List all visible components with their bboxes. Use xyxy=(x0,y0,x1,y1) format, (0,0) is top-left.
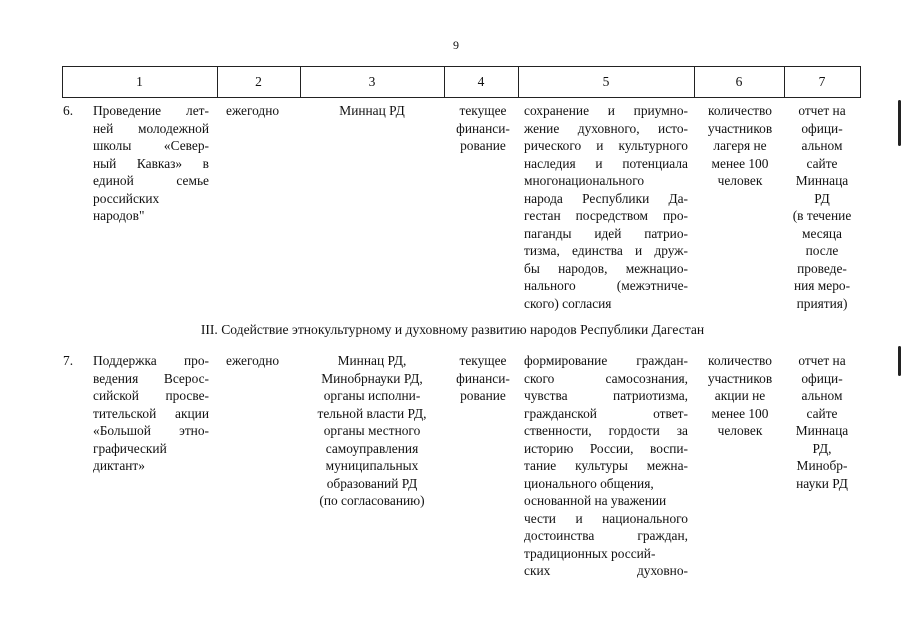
page-number: 9 xyxy=(453,38,459,52)
column-header: 1 xyxy=(136,74,143,89)
event-report: отчет на офици- альном сайте Миннаца РД (в течение месяца после проведе- ния меро- приятия) xyxy=(792,103,852,311)
header-top-border xyxy=(62,66,860,67)
event-name: Проведение лет- ней молодежной школы «Север- ный Кавказ» в единой семье российских народов" xyxy=(93,103,209,223)
event-term: ежегодно xyxy=(226,353,280,368)
row-number: 7. xyxy=(63,353,74,368)
event-indicator: количество участников акции не менее 100 человек xyxy=(707,353,773,438)
header-divider xyxy=(860,66,861,98)
event-term: ежегодно xyxy=(226,103,280,118)
event-result: сохранение и приумно- жение духовного, исто- рического и культурного наследия и потенциала многонационального народа Республики Да- гестан посредством про- паганды идей патрио- тизма, единства и друж- бы народов, межнацио- нального (межэтниче- ского) согласия xyxy=(524,103,688,311)
column-header: 7 xyxy=(818,74,826,89)
event-funding: текущее финанси- рование xyxy=(456,353,510,403)
event-name: Поддержка про- ведения Всерос- сийской просве- тительской акции «Большой этно- графический диктант» xyxy=(93,353,209,473)
event-executor: Миннац РД xyxy=(339,103,405,118)
header-bottom-border xyxy=(62,97,860,98)
column-header: 2 xyxy=(255,74,262,89)
scan-edge-mark xyxy=(898,346,901,376)
event-report: отчет на офици- альном сайте Миннаца РД, Минобр- науки РД xyxy=(795,353,849,491)
column-header: 4 xyxy=(477,74,485,89)
event-executor: Миннац РД, Минобрнауки РД, органы исполни- тельной власти РД, органы местного самоуправления муниципальных образований РД (по согласованию) xyxy=(317,353,427,508)
column-header: 3 xyxy=(368,74,376,89)
event-funding: текущее финанси- рование xyxy=(456,103,510,153)
section-title: III. Содействие этнокультурному и духовному развитию народов Республики Дагестан xyxy=(200,322,705,337)
event-indicator: количество участников лагеря не менее 100 человек xyxy=(707,103,773,188)
column-header: 5 xyxy=(602,74,610,89)
scan-edge-mark xyxy=(898,100,901,146)
event-result: формирование граждан- ского самосознания, чувства патриотизма, гражданской ответ- ственности, гордости за историю России, воспи- тание культуры межна- ционального общения, основанной на уважении чести и национального достоинства граждан, традиционных россий- ских духовно- xyxy=(524,353,688,578)
row-number: 6. xyxy=(63,103,74,118)
column-header: 6 xyxy=(735,74,743,89)
